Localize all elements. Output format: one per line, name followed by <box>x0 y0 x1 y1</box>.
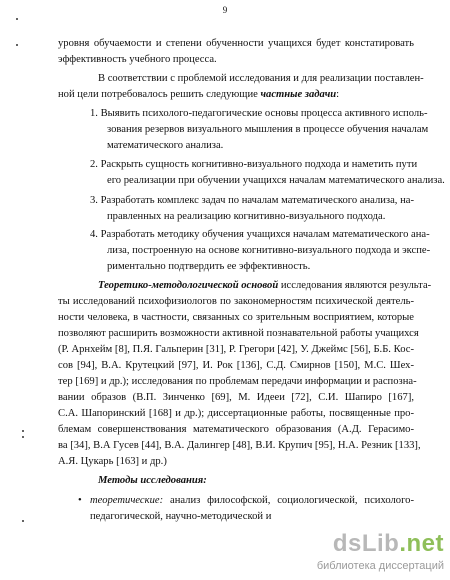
list-item-2: 2. Раскрыть сущность когнитивно-визуального подхода и наметить пути <box>90 159 418 170</box>
text-line: педагогической, научно-методической и <box>90 511 272 522</box>
text-line: правленных на реализацию когнитивно-визуального подхода. <box>107 211 386 222</box>
text-line: позволяют расширить возможности активной познавательной работы учащихся <box>58 328 419 339</box>
text-line: ты исследований психофизиологов по закономерностям психической деятель- <box>58 296 414 307</box>
text-line: В соответствии с проблемой исследования и для реализации поставлен- <box>98 73 424 84</box>
scan-mark <box>22 430 24 432</box>
text-line: уровня обучаемости и степени обученности учащихся будет констатировать <box>58 38 414 49</box>
text-line: С.А. Шапоринский [168] и др.); диссертационные работы, посвященные про- <box>58 408 414 419</box>
text-line: зования резервов визуального мышления в процессе обучения началам <box>107 124 429 135</box>
emphasis-term: частные задачи <box>260 89 337 100</box>
list-item-1: 1. Выявить психолого-педагогические основы процесса активного исполь- <box>90 108 428 119</box>
text-line: сов [94], В.А. Крутецкий [97], И. Рок [136], С.Д. Смирнов [150], М.С. Шех- <box>58 360 414 371</box>
scan-mark <box>22 436 24 438</box>
text-line: математического анализа. <box>107 140 224 151</box>
list-item-bullet: теоретические: анализ философской, социологической, психолого- <box>90 495 414 506</box>
bullet-icon: • <box>78 495 82 506</box>
text-line: ва [34], В.А Гусев [44], В.А. Далингер [48], В.И. Крупич [95], Н.А. Резник [133], <box>58 440 421 451</box>
section-heading: Методы исследования: <box>98 475 207 486</box>
text-line: риментально подтвердить ее эффективность. <box>107 261 311 272</box>
text-line: вании образов (В.П. Зинченко [69], М. Идееи [72], С.И. Шапиро [167], <box>58 392 414 403</box>
text-line: ной цели потребовалось решить следующие частные задачи: <box>58 89 340 100</box>
text-line: тер [169] и др.); исследования по проблемам передачи информации и распозна- <box>58 376 417 387</box>
text-line: ности человека, в частности, связанных со зрительным восприятием, которые <box>58 312 414 323</box>
text-line: блемам совершенствования математического образования (А.Д. Герасимо- <box>58 424 414 435</box>
list-item-3: 3. Разработать комплекс задач по началам математического анализа, на- <box>90 195 414 206</box>
watermark-logo: dsLib.net <box>332 530 444 557</box>
emphasis-term: Теоретико-методологической основой <box>98 280 279 291</box>
text-line: эффективность учебного процесса. <box>58 54 217 65</box>
text-line: лиза, построенную на основе когнитивно-визуального подхода и экспе- <box>107 245 431 256</box>
watermark-subtitle: библиотека диссертаций <box>316 560 444 572</box>
text-line: его реализации при обучении учащихся началам математического анализа. <box>107 175 445 186</box>
text-line: (Р. Арнхейм [8], П.Я. Гальперин [31], Р. Грегори [42], У. Джеймс [56], Б.Б. Кос- <box>58 344 414 355</box>
scan-mark <box>22 520 24 522</box>
scan-mark <box>16 44 18 46</box>
text-line: А.Я. Цукарь [163] и др.) <box>58 456 167 467</box>
page-number: 9 <box>222 5 228 15</box>
watermark <box>314 530 444 576</box>
text-line: Теоретико-методологической основой исследования являются результа- <box>98 280 432 291</box>
scan-mark <box>16 18 18 20</box>
list-item-4: 4. Разработать методику обучения учащихся началам математического ана- <box>90 229 430 240</box>
